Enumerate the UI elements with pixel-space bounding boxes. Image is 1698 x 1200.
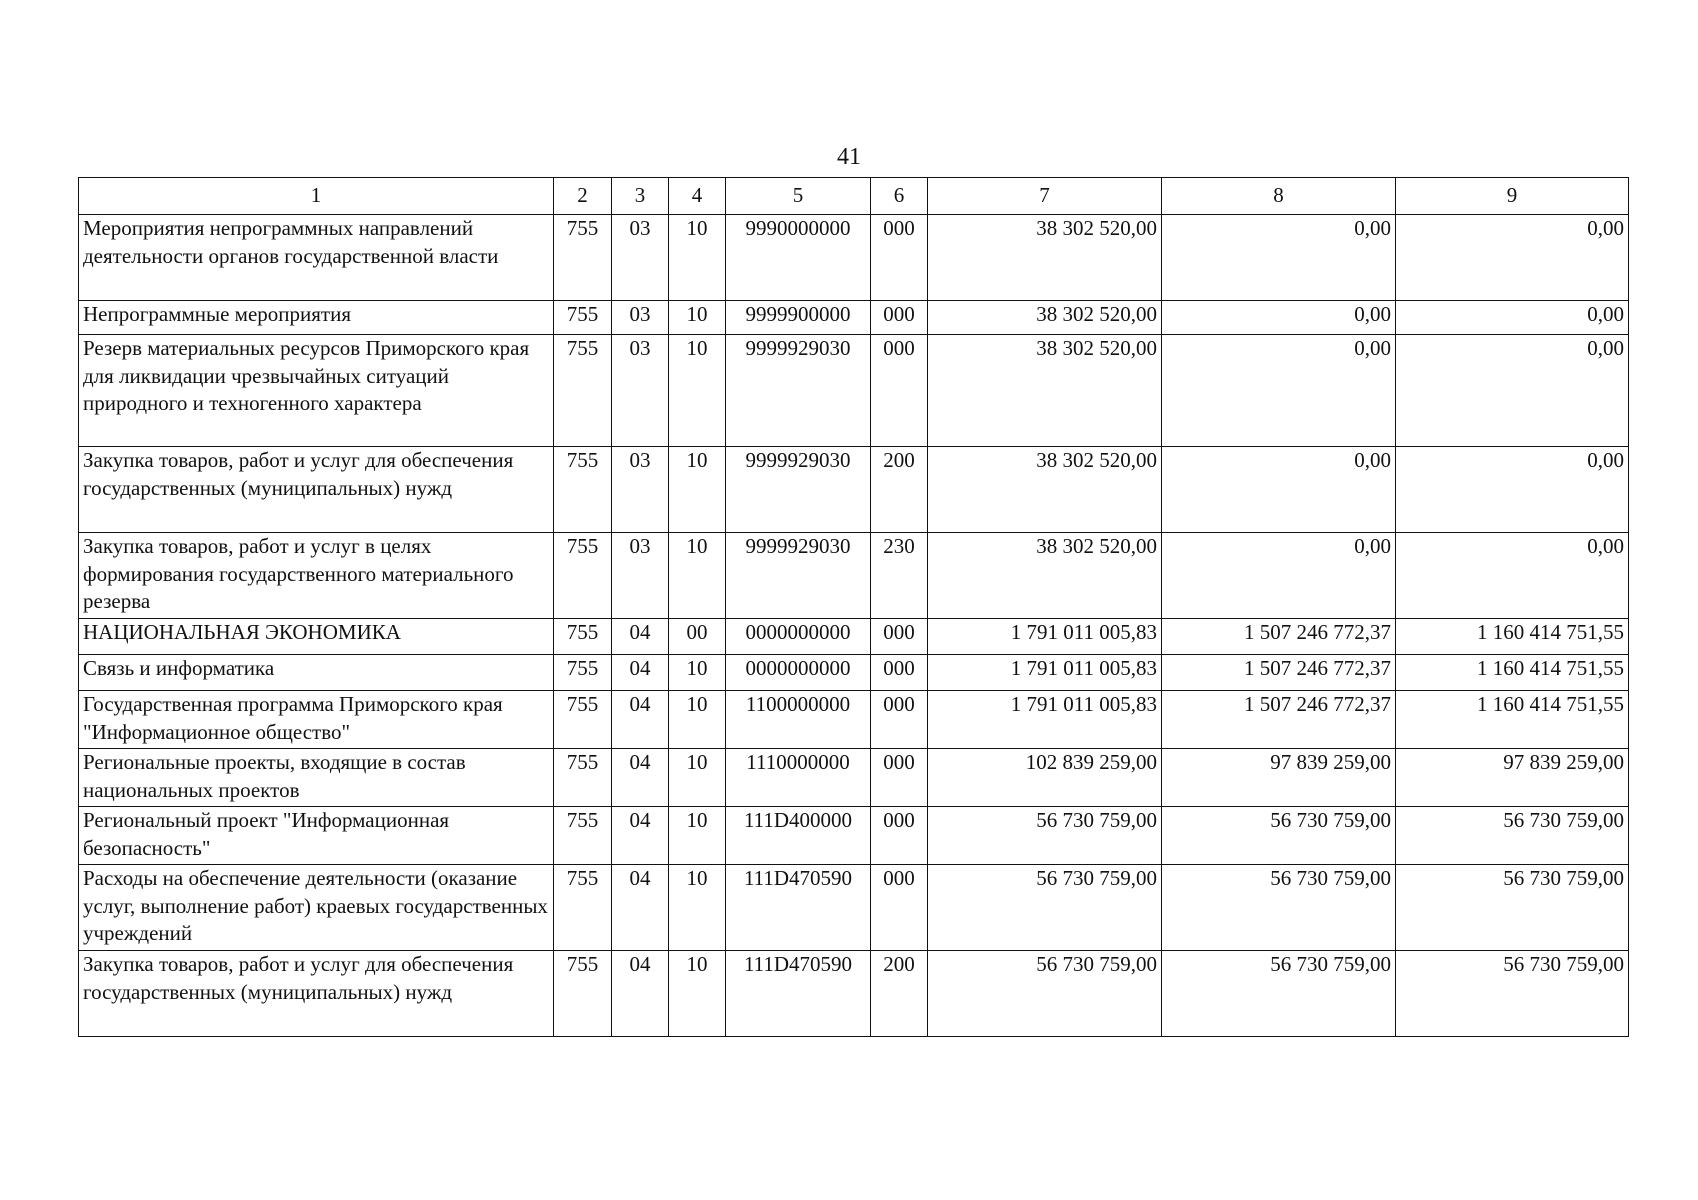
amount-cell: 56 730 759,00	[1396, 807, 1629, 865]
row-name: Государственная программа Приморского края "Информационное общество"	[79, 691, 554, 749]
amount-cell: 102 839 259,00	[928, 749, 1162, 807]
amount-cell: 0,00	[1162, 301, 1396, 335]
code-cell: 04	[612, 749, 669, 807]
code-cell: 10	[669, 691, 726, 749]
amount-cell: 0,00	[1162, 533, 1396, 619]
row-name: Закупка товаров, работ и услуг для обеспечения государственных (муниципальных) нужд	[79, 447, 554, 533]
code-cell: 03	[612, 301, 669, 335]
budget-table	[78, 177, 1629, 1037]
code-cell: 04	[612, 951, 669, 1037]
table-row	[79, 215, 1629, 301]
amount-cell: 56 730 759,00	[1162, 951, 1396, 1037]
code-cell: 200	[871, 447, 928, 533]
code-cell: 000	[871, 619, 928, 655]
code-cell: 03	[612, 533, 669, 619]
code-cell: 10	[669, 749, 726, 807]
table-row	[79, 865, 1629, 951]
row-name: Закупка товаров, работ и услуг для обеспечения государственных (муниципальных) нужд	[79, 951, 554, 1037]
column-header: 1	[79, 178, 554, 215]
code-cell: 10	[669, 865, 726, 951]
amount-cell: 56 730 759,00	[928, 807, 1162, 865]
amount-cell: 56 730 759,00	[928, 865, 1162, 951]
column-header: 3	[612, 178, 669, 215]
code-cell: 9999900000	[726, 301, 871, 335]
code-cell: 755	[554, 533, 612, 619]
amount-cell: 1 507 246 772,37	[1162, 619, 1396, 655]
code-cell: 230	[871, 533, 928, 619]
table-row	[79, 691, 1629, 749]
row-name: НАЦИОНАЛЬНАЯ ЭКОНОМИКА	[79, 619, 554, 655]
code-cell: 1110000000	[726, 749, 871, 807]
amount-cell: 0,00	[1162, 215, 1396, 301]
code-cell: 03	[612, 335, 669, 447]
code-cell: 00	[669, 619, 726, 655]
amount-cell: 1 791 011 005,83	[928, 655, 1162, 691]
code-cell: 10	[669, 807, 726, 865]
code-cell: 10	[669, 447, 726, 533]
column-header: 4	[669, 178, 726, 215]
code-cell: 000	[871, 749, 928, 807]
code-cell: 755	[554, 301, 612, 335]
row-name: Региональные проекты, входящие в состав национальных проектов	[79, 749, 554, 807]
amount-cell: 1 160 414 751,55	[1396, 619, 1629, 655]
amount-cell: 38 302 520,00	[928, 533, 1162, 619]
amount-cell: 1 507 246 772,37	[1162, 691, 1396, 749]
code-cell: 10	[669, 215, 726, 301]
code-cell: 000	[871, 301, 928, 335]
amount-cell: 0,00	[1396, 301, 1629, 335]
code-cell: 0000000000	[726, 619, 871, 655]
amount-cell: 0,00	[1396, 533, 1629, 619]
amount-cell: 56 730 759,00	[928, 951, 1162, 1037]
code-cell: 755	[554, 619, 612, 655]
amount-cell: 56 730 759,00	[1162, 865, 1396, 951]
code-cell: 03	[612, 447, 669, 533]
row-name: Непрограммные мероприятия	[79, 301, 554, 335]
header-row	[79, 178, 1629, 215]
code-cell: 000	[871, 865, 928, 951]
table-row	[79, 335, 1629, 447]
code-cell: 10	[669, 301, 726, 335]
code-cell: 9999929030	[726, 447, 871, 533]
code-cell: 755	[554, 951, 612, 1037]
code-cell: 0000000000	[726, 655, 871, 691]
amount-cell: 38 302 520,00	[928, 335, 1162, 447]
code-cell: 03	[612, 215, 669, 301]
amount-cell: 0,00	[1396, 447, 1629, 533]
code-cell: 10	[669, 533, 726, 619]
amount-cell: 38 302 520,00	[928, 447, 1162, 533]
table-row	[79, 533, 1629, 619]
code-cell: 04	[612, 619, 669, 655]
amount-cell: 0,00	[1162, 335, 1396, 447]
column-header: 8	[1162, 178, 1396, 215]
table-row	[79, 447, 1629, 533]
code-cell: 04	[612, 691, 669, 749]
amount-cell: 1 160 414 751,55	[1396, 691, 1629, 749]
code-cell: 000	[871, 655, 928, 691]
code-cell: 755	[554, 865, 612, 951]
column-header: 9	[1396, 178, 1629, 215]
row-name: Резерв материальных ресурсов Приморского края для ликвидации чрезвычайных ситуаций природного и техногенного характера	[79, 335, 554, 447]
table-row	[79, 655, 1629, 691]
code-cell: 111D470590	[726, 865, 871, 951]
code-cell: 04	[612, 655, 669, 691]
column-header: 7	[928, 178, 1162, 215]
code-cell: 200	[871, 951, 928, 1037]
column-header: 6	[871, 178, 928, 215]
column-header: 5	[726, 178, 871, 215]
table-row	[79, 807, 1629, 865]
column-header: 2	[554, 178, 612, 215]
code-cell: 755	[554, 655, 612, 691]
amount-cell: 38 302 520,00	[928, 301, 1162, 335]
code-cell: 000	[871, 335, 928, 447]
code-cell: 10	[669, 335, 726, 447]
code-cell: 04	[612, 865, 669, 951]
amount-cell: 56 730 759,00	[1162, 807, 1396, 865]
code-cell: 755	[554, 749, 612, 807]
row-name: Региональный проект "Информационная безопасность"	[79, 807, 554, 865]
code-cell: 111D470590	[726, 951, 871, 1037]
code-cell: 000	[871, 215, 928, 301]
code-cell: 755	[554, 447, 612, 533]
amount-cell: 38 302 520,00	[928, 215, 1162, 301]
amount-cell: 97 839 259,00	[1396, 749, 1629, 807]
page-number: 41	[837, 144, 861, 170]
amount-cell: 0,00	[1396, 215, 1629, 301]
amount-cell: 1 160 414 751,55	[1396, 655, 1629, 691]
table-row	[79, 619, 1629, 655]
code-cell: 10	[669, 655, 726, 691]
row-name: Закупка товаров, работ и услуг в целях формирования государственного материального резерва	[79, 533, 554, 619]
code-cell: 10	[669, 951, 726, 1037]
code-cell: 000	[871, 807, 928, 865]
code-cell: 000	[871, 691, 928, 749]
code-cell: 755	[554, 807, 612, 865]
code-cell: 9999929030	[726, 533, 871, 619]
row-name: Связь и информатика	[79, 655, 554, 691]
table-row	[79, 951, 1629, 1037]
code-cell: 1100000000	[726, 691, 871, 749]
amount-cell: 1 507 246 772,37	[1162, 655, 1396, 691]
code-cell: 755	[554, 215, 612, 301]
amount-cell: 1 791 011 005,83	[928, 691, 1162, 749]
amount-cell: 0,00	[1396, 335, 1629, 447]
amount-cell: 56 730 759,00	[1396, 865, 1629, 951]
table-row	[79, 301, 1629, 335]
code-cell: 111D400000	[726, 807, 871, 865]
row-name: Мероприятия непрограммных направлений деятельности органов государственной власти	[79, 215, 554, 301]
code-cell: 755	[554, 335, 612, 447]
table-row	[79, 749, 1629, 807]
code-cell: 755	[554, 691, 612, 749]
code-cell: 04	[612, 807, 669, 865]
amount-cell: 1 791 011 005,83	[928, 619, 1162, 655]
row-name: Расходы на обеспечение деятельности (оказание услуг, выполнение работ) краевых государственных учреждений	[79, 865, 554, 951]
code-cell: 9999929030	[726, 335, 871, 447]
amount-cell: 0,00	[1162, 447, 1396, 533]
amount-cell: 97 839 259,00	[1162, 749, 1396, 807]
amount-cell: 56 730 759,00	[1396, 951, 1629, 1037]
code-cell: 9990000000	[726, 215, 871, 301]
